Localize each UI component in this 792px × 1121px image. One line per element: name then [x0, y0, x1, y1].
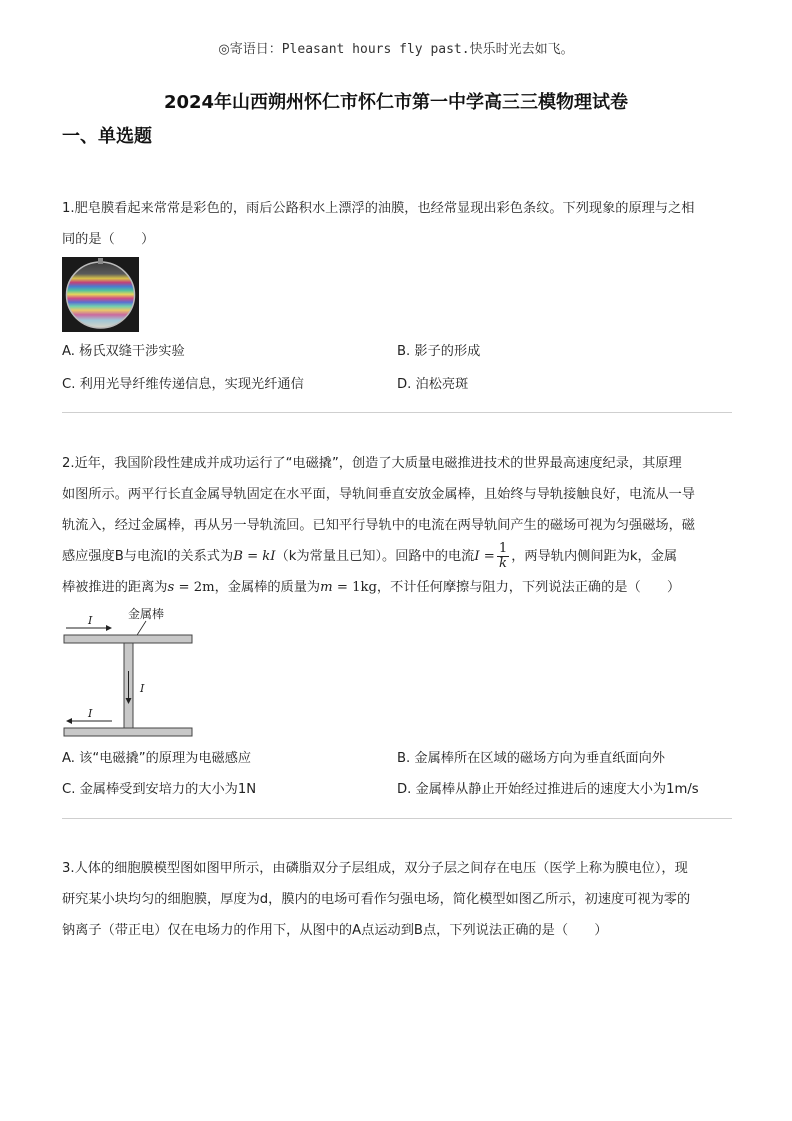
question-1-stem [62, 193, 732, 255]
formula-b-equals-ki: B = kI [233, 549, 276, 564]
question-2-line-4-c: ，两导轨内侧间距为k，金属 [511, 549, 678, 564]
question-1-option-d[interactable]: D. 泊松亮斑 [397, 377, 469, 392]
fraction-numerator: 1 [498, 541, 508, 556]
question-2-line-4 [62, 541, 732, 572]
label-metal-rod: 金属棒 [128, 607, 165, 621]
question-2-line-2: 如图所示。两平行长直金属导轨固定在水平面，导轨间垂直安放金属棒，且始终与导轨接触良好，电流从一导 [62, 487, 695, 502]
section-title: 一、单选题 [62, 126, 152, 147]
question-divider [62, 412, 732, 413]
question-3-line-1: 3.人体的细胞膜模型图如图甲所示，由磷脂双分子层组成，双分子层之间存在电压（医学上称为膜电位），现 [62, 861, 688, 876]
label-current-bottom: I [88, 707, 93, 720]
formula-current-lhs: I = [474, 549, 495, 564]
label-current-top: I [88, 614, 93, 627]
question-1-line-1: 1.肥皂膜看起来常常是彩色的，雨后公路积水上漂浮的油膜，也经常显现出彩色条纹。下列现象的原理与之相 [62, 201, 695, 216]
question-2-option-a[interactable]: A. 该“电磁撬”的原理为电磁感应 [62, 751, 252, 766]
question-2-line-4-a: 感应强度B与电流I的关系式为 [62, 549, 234, 564]
bottom-rail [64, 728, 192, 736]
formula-mass-var: m [320, 580, 333, 595]
top-rail [64, 635, 192, 643]
fraction-1-over-k [497, 542, 509, 571]
question-divider [62, 818, 732, 819]
rail-gun-diagram [62, 603, 196, 741]
question-1-option-b[interactable]: B. 影子的形成 [397, 344, 481, 359]
bottom-arrow-head [66, 718, 72, 724]
question-2-line-5-a: 棒被推进的距离为 [62, 580, 168, 595]
question-2-stem [62, 448, 732, 603]
top-arrow-head [106, 625, 112, 631]
formula-distance [168, 580, 215, 595]
motto-english: Pleasant hours fly past. [281, 42, 470, 57]
question-2-line-4-b: （k为常量且已知）。回路中的电流 [275, 549, 475, 564]
motto-prefix: ◎寄语日： [218, 42, 282, 57]
question-2-line-5-c: ，不计任何摩擦与阻力，下列说法正确的是（ ） [376, 580, 681, 595]
formula-distance-var: s [167, 580, 175, 595]
question-2-line-5-b: ，金属棒的质量为 [214, 580, 321, 595]
header-motto [0, 38, 792, 57]
question-2-line-1: 2.近年，我国阶段性建成并成功运行了“电磁撬”，创造了大质量电磁推进技术的世界最高速度纪录，其原理 [62, 456, 682, 471]
formula-distance-val: = 2m [174, 580, 215, 595]
question-2-option-c[interactable]: C. 金属棒受到安培力的大小为1N [62, 782, 257, 797]
question-1-line-2: 同的是（ ） [62, 232, 155, 247]
question-2-option-b[interactable]: B. 金属棒所在区域的磁场方向为垂直纸面向外 [397, 751, 665, 766]
formula-current [474, 541, 511, 571]
label-current-rod: I [140, 682, 145, 695]
question-1-option-a[interactable]: A. 杨氏双缝干涉实验 [62, 344, 185, 359]
formula-mass-val: = 1kg [332, 580, 377, 595]
question-1-option-c[interactable]: C. 利用光导纤维传递信息，实现光纤通信 [62, 377, 304, 392]
question-3-stem [62, 853, 732, 946]
question-3-line-3: 钠离子（带正电）仅在电场力的作用下，从图中的A点运动到B点，下列说法正确的是（ ） [62, 923, 608, 938]
soap-film-photo [62, 257, 139, 332]
question-2-line-3: 轨流入，经过金属棒，再从另一导轨流回。已知平行导轨中的电流在两导轨间产生的磁场可视为匀强磁场，磁 [62, 518, 695, 533]
question-2-line-5 [62, 572, 732, 603]
fraction-denominator: k [499, 556, 508, 571]
motto-chinese: 快乐时光去如飞。 [469, 42, 574, 57]
document-title: 2024年山西朔州怀仁市怀仁市第一中学高三三模物理试卷 [163, 92, 629, 113]
question-3-line-2: 研究某小块均匀的细胞膜，厚度为d，膜内的电场可看作匀强电场，简化模型如图乙所示，初速度可视为零的 [62, 892, 691, 907]
question-2-option-d[interactable]: D. 金属棒从静止开始经过推进后的速度大小为1m/s [397, 782, 699, 797]
formula-mass [320, 580, 377, 595]
